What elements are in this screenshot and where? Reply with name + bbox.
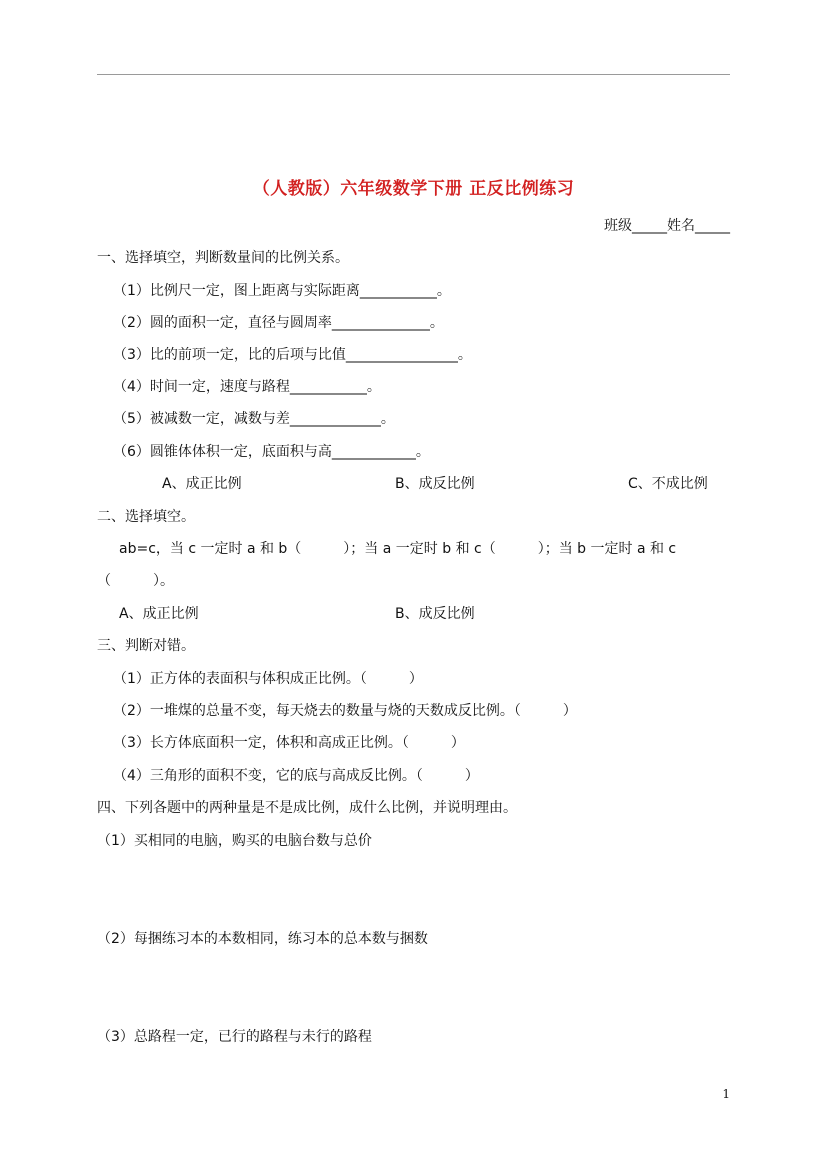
section-3-item: （2）一堆煤的总量不变，每天烧去的数量与烧的天数成反比例。（ ）: [113, 703, 577, 719]
section-4-item: （2）每捆练习本的本数相同，练习本的总本数与捆数: [97, 931, 428, 947]
section-2-question-line: ab=c，当 c 一定时 a 和 b（ ）；当 a 一定时 b 和 c（ ）；当 b 一定时 a 和 c: [119, 541, 677, 557]
section-2-heading: 二、选择填空。: [97, 509, 195, 525]
name-blank[interactable]: _____: [695, 218, 730, 234]
section-1-item: （3）比的前项一定，比的后项与比值________________。: [113, 347, 472, 363]
name-label: 姓名: [667, 218, 695, 234]
section-4-heading: 四、下列各题中的两种量是不是成比例，成什么比例，并说明理由。: [97, 800, 517, 816]
section-4-item: （1）买相同的电脑，购买的电脑台数与总价: [97, 833, 372, 849]
section-1-option-c: C、不成比例: [628, 476, 708, 492]
page-number: 1: [722, 1087, 730, 1101]
student-info-line: [500, 216, 730, 236]
section-1-item: （4）时间一定，速度与路程___________。: [113, 379, 381, 395]
section-1-heading: 一、选择填空，判断数量间的比例关系。: [97, 250, 349, 266]
section-1-item: （1）比例尺一定，图上距离与实际距离___________。: [113, 283, 451, 299]
worksheet-title: （人教版）六年级数学下册 正反比例练习: [252, 179, 575, 199]
section-1-item: （2）圆的面积一定，直径与圆周率______________。: [113, 315, 444, 331]
class-label: 班级: [604, 218, 632, 234]
section-2-option-a: A、成正比例: [119, 606, 199, 622]
header-rule: [97, 74, 730, 75]
section-3-item: （3）长方体底面积一定，体积和高成正比例。（ ）: [113, 735, 465, 751]
section-3-item: （1）正方体的表面积与体积成正比例。（ ）: [113, 671, 423, 687]
section-2-option-b: B、成反比例: [395, 606, 475, 622]
section-3-item: （4）三角形的面积不变，它的底与高成反比例。（ ）: [113, 768, 479, 784]
section-1-item: （6）圆锥体体积一定，底面积与高____________。: [113, 444, 430, 460]
section-1-item: （5）被减数一定，减数与差_____________。: [113, 411, 395, 427]
section-3-heading: 三、判断对错。: [97, 638, 195, 654]
section-1-option-b: B、成反比例: [395, 476, 475, 492]
class-blank[interactable]: _____: [632, 218, 667, 234]
section-1-option-a: A、成正比例: [162, 476, 242, 492]
section-4-item: （3）总路程一定，已行的路程与未行的路程: [97, 1029, 372, 1045]
section-2-question-line: （ ）。: [97, 573, 174, 589]
